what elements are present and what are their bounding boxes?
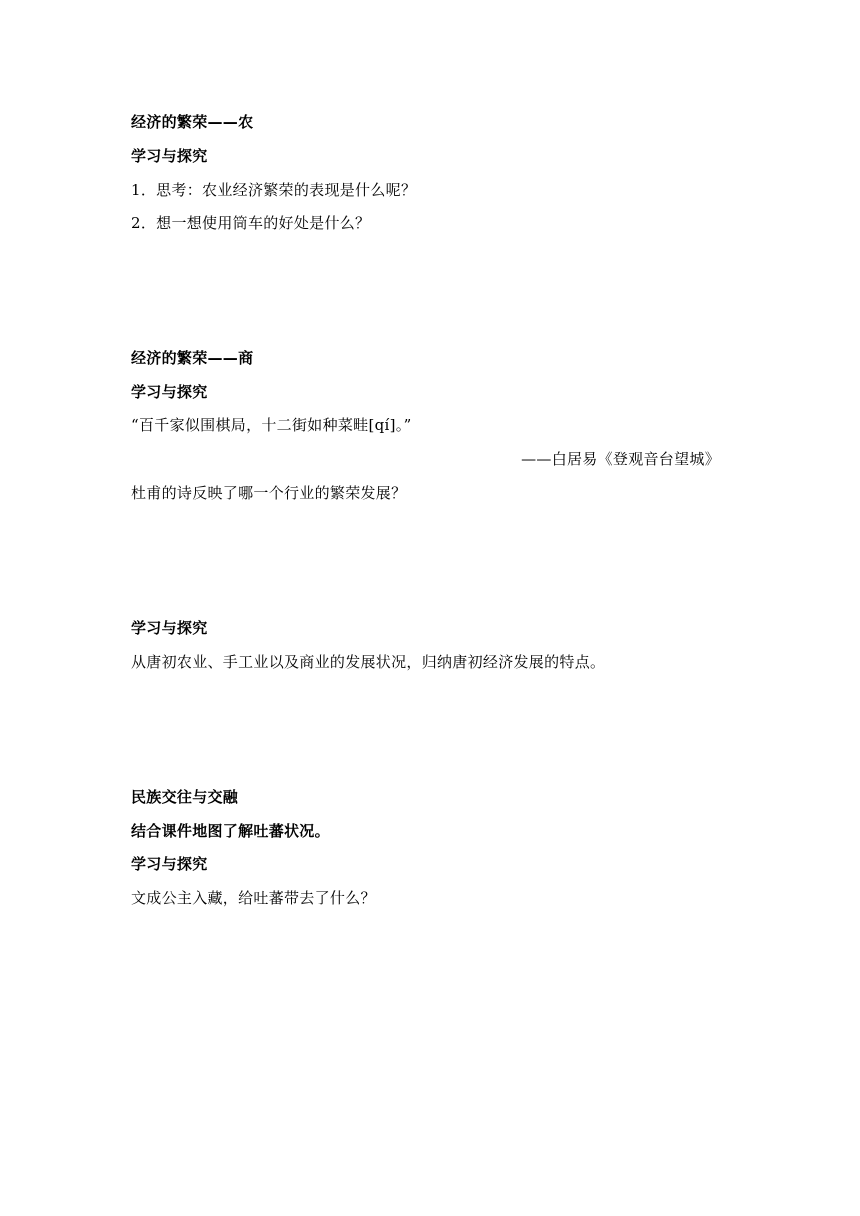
commerce-question: 杜甫的诗反映了哪一个行业的繁荣发展？ (131, 484, 407, 502)
study-explore-heading: 学习与探究 (131, 619, 208, 637)
study-explore-heading: 学习与探究 (131, 855, 208, 873)
section-heading-ethnic-exchange: 民族交往与交融 (131, 788, 239, 806)
map-instruction: 结合课件地图了解吐蕃状况。 (131, 822, 330, 840)
study-explore-heading: 学习与探究 (131, 383, 208, 401)
question-1: 1．思考：农业经济繁荣的表现是什么呢？ (131, 181, 417, 199)
question-2: 2．想一想使用筒车的好处是什么？ (131, 214, 371, 232)
poem-attribution: ——白居易《登观音台望城》 (521, 450, 720, 468)
section-heading-commerce: 经济的繁荣——商 (131, 349, 254, 367)
section-heading-agriculture: 经济的繁荣——农 (131, 113, 254, 131)
wencheng-question: 文成公主入藏，给吐蕃带去了什么？ (131, 889, 376, 907)
study-explore-heading: 学习与探究 (131, 147, 208, 165)
poem-quote: “百千家似围棋局，十二街如种菜畦[qí]。” (131, 416, 412, 434)
economy-features-question: 从唐初农业、手工业以及商业的发展状况，归纳唐初经济发展的特点。 (131, 653, 606, 671)
